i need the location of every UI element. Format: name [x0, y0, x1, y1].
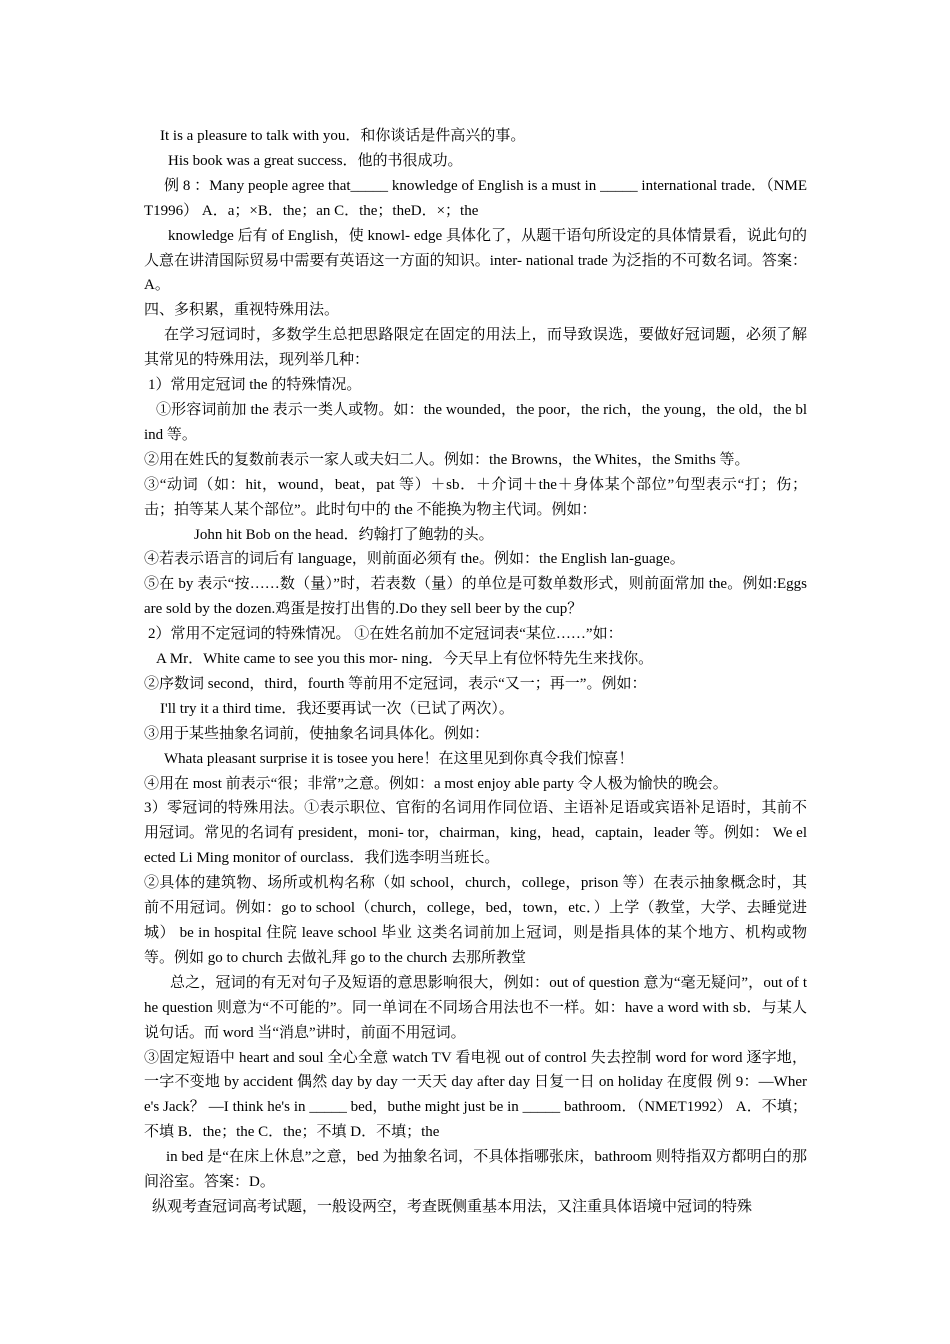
rule-most: ④用在 most 前表示“很；非常”之意。例如：a most enjoy able party 令人极为愉快的晚会。 [144, 775, 728, 792]
subheading-zero-article: 3）零冠词的特殊用法。①表示职位、官衔的名词用作同位语、主语补足语或宾语补足语时，其前不用冠词。常见的名词有 president，moni- tor，chairman，king，head，captain，leader 等。例如： We elected Li Ming monitor of ourclass．我们选李明当班长。 [144, 800, 807, 867]
example-8-question: 例 8 ：Many people agree that_____ knowledge of English is a must in _____ international trade．（NMET1996） A．a；×B．the；an C．the；theD．×；the [144, 177, 807, 219]
rule-verb-body-part: ③“动词（如：hit，wound，beat，pat 等）＋sb．＋介词＋the＋身体某个部位”句型表示“打；伤；击；拍等某人某个部位”。此时句中的 the 不能换为物主代词。例如： [144, 476, 807, 518]
rule-abstract-nouns: ③用于某些抽象名词前，使抽象名词具体化。例如： [144, 725, 490, 742]
subheading-indefinite-article: 2）常用不定冠词的特殊情况。 ①在姓名前加不定冠词表“某位……”如： [148, 626, 623, 643]
example-sentence-pleasure: It is a pleasure to talk with you．和你谈话是件高兴的事。 [160, 128, 526, 144]
example-sentence-surprise: Whata pleasant surprise it is tosee you here！在这里见到你真令我们惊喜！ [164, 750, 634, 767]
rule-ordinal-numbers: ②序数词 second，third，fourth 等前用不定冠词，表示“又一；再一”。例如： [144, 675, 647, 692]
closing-paragraph: 纵观考查冠词高考试题，一般设两空，考查既侧重基本用法，又注重具体语境中冠词的特殊 [152, 1198, 753, 1215]
rule-language: ④若表示语言的词后有 language，则前面必须有 the。例如：the English lan-guage。 [144, 551, 685, 568]
subheading-definite-article: 1）常用定冠词 the 的特殊情况。 [148, 377, 362, 394]
example-sentence-third-time: I'll try it a third time．我还要再试一次（已试了两次）。 [160, 700, 514, 717]
example-sentence-john-hit-bob: John hit Bob on the head．约翰打了鲍勃的头。 [194, 526, 494, 543]
document-page [144, 124, 807, 1220]
example-sentence-success: His book was a great success．他的书很成功。 [168, 152, 463, 169]
example-8-explanation: knowledge 后有 of English，使 knowl- edge 具体化了，从题干语句所设定的具体情景看，说此句的人意在讲清国际贸易中需要有英语这一方面的知识。inter- national trade 为泛指的不可数名词。答案：A。 [144, 227, 807, 294]
rule-by-unit: ⑤在 by 表示“按……数（量）”时，若表数（量）的单位是可数单数形式，则前面常加 the。例如:Eggs are sold by the dozen.鸡蛋是按打出售的.Do they sell beer by the cup？ [144, 576, 807, 618]
section-heading-4: 四、多积累，重视特殊用法。 [144, 302, 340, 319]
section-intro: 在学习冠词时，多数学生总把思路限定在固定的用法上，而导致误选，要做好冠词题，必须了解其常见的特殊用法，现列举几种： [144, 327, 807, 369]
rule-adjective-the: ①形容词前加 the 表示一类人或物。如：the wounded，the poor，the rich，the young，the old，the blind 等。 [144, 401, 807, 443]
example-sentence-mr-white: A Mr．White came to see you this mor- ning．今天早上有位怀特先生来找你。 [156, 651, 654, 668]
rule-surname-plural: ②用在姓氏的复数前表示一家人或夫妇二人。例如：the Browns，the Whites，the Smiths 等。 [144, 451, 750, 468]
example-9-explanation: in bed 是“在床上休息”之意，bed 为抽象名词，不具体指哪张床，bathroom 则特指双方都明白的那间浴室。答案：D。 [144, 1149, 807, 1191]
rule-buildings-places: ②具体的建筑物、场所或机构名称（如 school，church，college，prison 等）在表示抽象概念时，其前不用冠词。例如：go to school（church，college，bed，town，etc．）上学（教堂，大学、去睡觉进城） be in hospital 住院 leave school 毕业 这类名词前加上冠词，则是指具体的某个地方、机构或物等。例如 go to church 去做礼拜 go to the church 去那所教堂 [144, 875, 807, 966]
summary-paragraph: 总之，冠词的有无对句子及短语的意思影响很大，例如：out of question 意为“毫无疑问”，out of the question 则意为“不可能的”。同一单词在不同场合用法也不一样。如：have a word with sb．与某人说句话。而 word 当“消息”讲时，前面不用冠词。 [144, 974, 807, 1041]
rule-fixed-phrases-example-9: ③固定短语中 heart and soul 全心全意 watch TV 看电视 out of control 失去控制 word for word 逐字地，一字不变地 by accident 偶然 day by day 一天天 day after day 日复一日 on holiday 在度假 例 9：—Where's Jack？ —I think he's in _____ bed，buthe might just be in _____ bathroom．（NMET1992） A．不填；不填 B．the；the C．the；不填 D．不填；the [144, 1049, 807, 1141]
